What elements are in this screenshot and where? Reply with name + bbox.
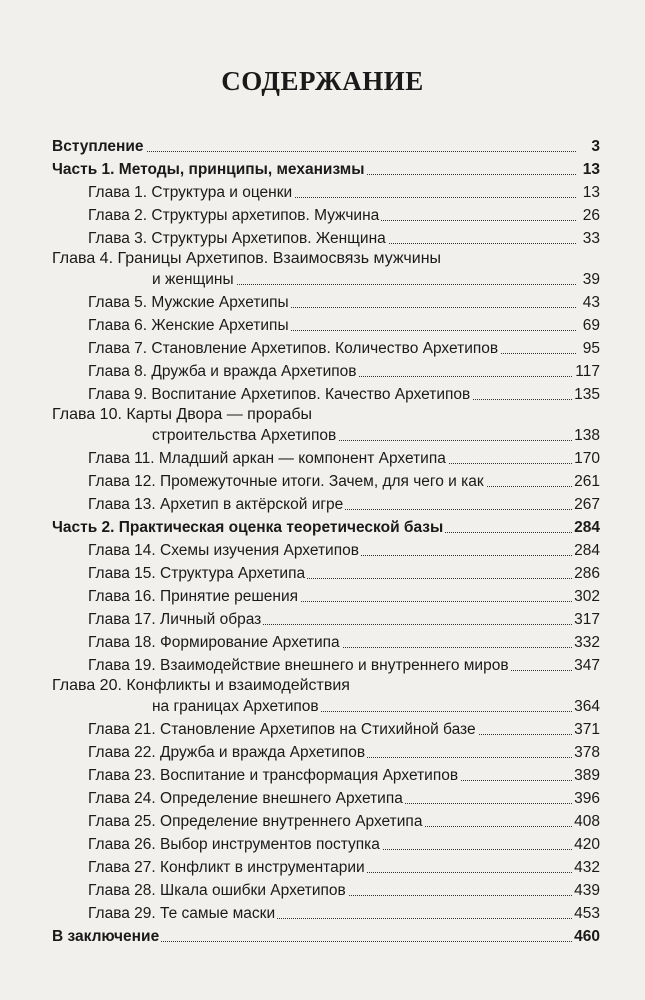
toc-entry-chapter [52,562,600,585]
chapter-title: Глава 3. Структуры Архетипов. Женщина [88,227,388,250]
entry-page: 43 [581,291,600,314]
toc-entry-part1 [52,158,600,181]
chapter-title: Глава 13. Архетип в актёрской игре [88,493,345,516]
chapter-title: Глава 26. Выбор инструментов поступка [88,833,382,856]
chapter-title: Глава 28. Шкала ошибки Архетипов [88,879,348,902]
entry-page: 364 [572,695,600,718]
toc-entry-chapter [52,539,600,562]
chapter-title-line2: строительства Архетипов [152,424,338,447]
entry-page: 170 [572,447,600,470]
chapter-title: Глава 1. Структура и оценки [88,181,294,204]
chapter-title: Глава 29. Те самые маски [88,902,277,925]
toc-entry-chapter [52,631,600,654]
chapter-title: Глава 11. Младший аркан — компонент Архетипа [88,447,448,470]
entry-page: 420 [572,833,600,856]
entry-page: 302 [572,585,600,608]
entry-page: 371 [572,718,600,741]
entry-page: 39 [581,268,600,291]
chapter-title-line2: и женщины [152,268,236,291]
chapter-title: Глава 6. Женские Архетипы [88,314,291,337]
toc-entry-chapter [52,608,600,631]
entry-page: 3 [589,135,600,158]
toc-entry-chapter [52,718,600,741]
chapter-title-line1: Глава 20. Конфликты и взаимодействия [52,677,350,694]
entry-page: 378 [572,741,600,764]
toc-entry-chapter [52,181,600,204]
entry-page: 26 [581,204,600,227]
part2-chapter-list [52,539,600,925]
toc-entry-chapter [52,470,600,493]
chapter-title: Глава 16. Принятие решения [88,585,300,608]
page-title: СОДЕРЖАНИЕ [221,66,424,96]
table-of-contents [52,135,600,948]
toc-entry-chapter [52,833,600,856]
toc-entry-chapter [52,447,600,470]
entry-title: В заключение [52,925,161,948]
entry-page: 117 [573,360,600,383]
chapter-title-line2: на границах Архетипов [152,695,321,718]
toc-entry-chapter [52,810,600,833]
chapter-title: Глава 14. Схемы изучения Архетипов [88,539,361,562]
chapter-title: Глава 22. Дружба и вражда Архетипов [88,741,367,764]
entry-page: 439 [572,879,600,902]
chapter-title: Глава 17. Личный образ [88,608,263,631]
toc-entry-part2 [52,516,600,539]
chapter-title: Глава 15. Структура Архетипа [88,562,307,585]
chapter-title: Глава 8. Дружба и вражда Архетипов [88,360,359,383]
entry-page: 396 [572,787,600,810]
toc-entry-chapter [52,268,600,291]
toc-entry-chapter [52,493,600,516]
entry-page: 261 [572,470,600,493]
chapter-title: Глава 23. Воспитание и трансформация Архетипов [88,764,460,787]
toc-entry-chapter [52,787,600,810]
entry-page: 453 [572,902,600,925]
chapter-title: Глава 18. Формирование Архетипа [88,631,342,654]
entry-page: 33 [581,227,600,250]
toc-entry-chapter [52,424,600,447]
toc-entry-chapter [52,227,600,250]
toc-entry-chapter [52,360,600,383]
toc-entry-chapter [52,741,600,764]
part1-chapter-list [52,181,600,516]
chapter-title: Глава 27. Конфликт в инструментарии [88,856,367,879]
entry-page: 286 [572,562,600,585]
chapter-title: Глава 5. Мужские Архетипы [88,291,291,314]
toc-entry-chapter [52,695,600,718]
entry-page: 95 [581,337,600,360]
chapter-title: Глава 24. Определение внешнего Архетипа [88,787,405,810]
entry-page: 13 [581,181,600,204]
toc-entry-chapter [52,856,600,879]
toc-entry-intro [52,135,600,158]
toc-entry-chapter [52,383,600,406]
entry-page: 432 [572,856,600,879]
entry-title: Вступление [52,135,146,158]
entry-title: Часть 1. Методы, принципы, механизмы [52,158,366,181]
toc-entry-conclusion [52,925,600,948]
chapter-title: Глава 2. Структуры архетипов. Мужчина [88,204,381,227]
entry-page: 13 [581,158,600,181]
entry-page: 317 [572,608,600,631]
entry-page: 284 [572,516,600,539]
toc-entry-chapter [52,291,600,314]
chapter-title: Глава 7. Становление Архетипов. Количество Архетипов [88,337,500,360]
chapter-title: Глава 12. Промежуточные итоги. Зачем, для чего и как [88,470,486,493]
toc-entry-chapter [52,654,600,677]
chapter-title: Глава 21. Становление Архетипов на Стихийной базе [88,718,478,741]
entry-page: 408 [572,810,600,833]
entry-title: Часть 2. Практическая оценка теоретической базы [52,516,445,539]
entry-page: 347 [572,654,600,677]
chapter-title-line1: Глава 4. Границы Архетипов. Взаимосвязь мужчины [52,250,442,267]
chapter-title: Глава 9. Воспитание Архетипов. Качество Архетипов [88,383,472,406]
chapter-title: Глава 25. Определение внутреннего Архетипа [88,810,424,833]
toc-entry-chapter [52,585,600,608]
toc-entry-chapter [52,337,600,360]
entry-page: 267 [572,493,600,516]
toc-entry-chapter [52,879,600,902]
entry-page: 389 [572,764,600,787]
chapter-title: Глава 19. Взаимодействие внешнего и внутреннего миров [88,654,511,677]
entry-page: 135 [572,383,600,406]
entry-page: 138 [572,424,600,447]
toc-entry-chapter [52,204,600,227]
chapter-title-line1: Глава 10. Карты Двора — прорабы [52,406,313,423]
toc-entry-chapter [52,764,600,787]
toc-entry-chapter [52,902,600,925]
entry-page: 460 [572,925,600,948]
entry-page: 284 [572,539,600,562]
toc-entry-chapter [52,314,600,337]
entry-page: 332 [572,631,600,654]
entry-page: 69 [581,314,600,337]
